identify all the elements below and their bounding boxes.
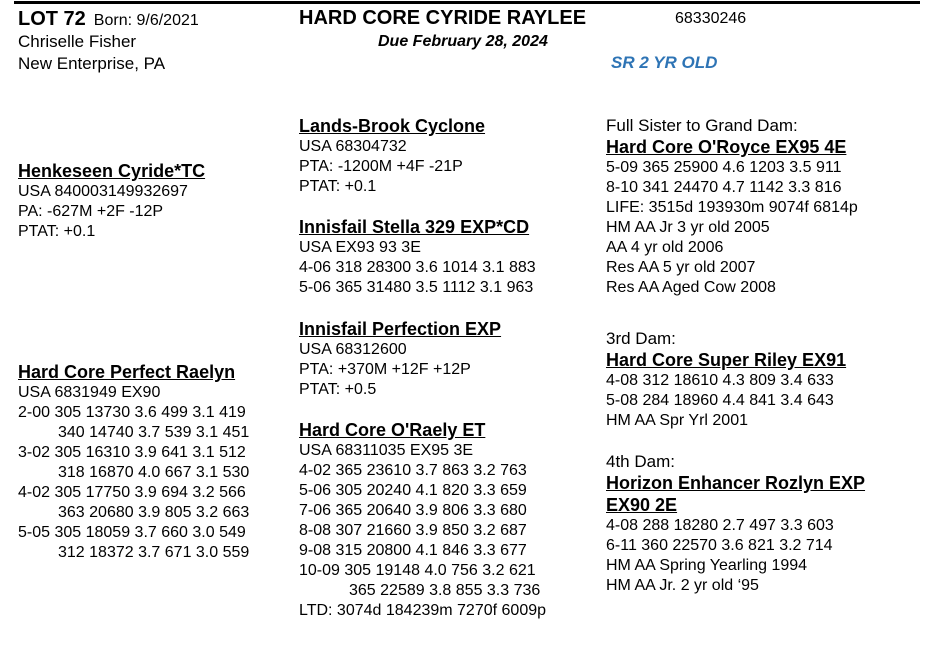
sire-dam-line: 5-06 365 31480 3.5 1112 3.1 963 (299, 279, 534, 296)
dam-line: USA 6831949 EX90 (18, 384, 161, 401)
registration-number: 68330246 (675, 10, 747, 27)
dam-dam-line: 4-02 365 23610 3.7 863 3.2 763 (299, 462, 527, 479)
fourth-dam-line: HM AA Spring Yearling 1994 (606, 557, 808, 574)
due-date: Due February 28, 2024 (378, 33, 548, 50)
full-sister-heading: Full Sister to Grand Dam: (606, 116, 798, 135)
full-sister-line: HM AA Jr 3 yr old 2005 (606, 219, 770, 236)
dam-name: Hard Core Perfect Raelyn (18, 362, 236, 382)
full-sister-line: 8-10 341 24470 4.7 1142 3.3 816 (606, 179, 842, 196)
dam-record: 5-05 305 18059 3.7 660 3.0 549 (18, 524, 246, 541)
full-sister-line: Res AA 5 yr old 2007 (606, 259, 756, 276)
dam-record: 2-00 305 13730 3.6 499 3.1 419 (18, 404, 246, 421)
third-dam-block (606, 328, 846, 431)
dam-sire-name: Innisfail Perfection EXP (299, 319, 502, 339)
full-sister-line: Res AA Aged Cow 2008 (606, 279, 776, 296)
sire-sire-line: PTAT: +0.1 (299, 178, 377, 195)
sire-dam-line: 4-06 318 28300 3.6 1014 3.1 883 (299, 259, 536, 276)
dam-sire-line: PTA: +370M +12F +12P (299, 361, 471, 378)
dam-dam-line: 9-08 315 20800 4.1 846 3.3 677 (299, 542, 527, 559)
third-dam-heading: 3rd Dam: (606, 329, 676, 348)
third-dam-line: HM AA Spr Yrl 2001 (606, 412, 748, 429)
dam-dam-line: 365 22589 3.8 855 3.3 736 (349, 582, 541, 599)
dam-dam-line: 10-09 305 19148 4.0 756 3.2 621 (299, 562, 536, 579)
dam-record: 3-02 305 16310 3.9 641 3.1 512 (18, 444, 246, 461)
fourth-dam-name: Horizon Enhancer Rozlyn EXP (606, 473, 866, 493)
fourth-dam-classification: EX90 2E (606, 495, 678, 515)
third-dam-line: 5-08 284 18960 4.4 841 3.4 643 (606, 392, 834, 409)
fourth-dam-line: 4-08 288 18280 2.7 497 3.3 603 (606, 517, 834, 534)
dam-dam-block (299, 419, 546, 621)
sire-line: PA: -627M +2F -12P (18, 203, 164, 220)
dam-record: 312 18372 3.7 671 3.0 559 (58, 544, 250, 561)
lot-line (18, 8, 199, 31)
dam-dam-line: 8-08 307 21660 3.9 850 3.2 687 (299, 522, 527, 539)
sire-name: Henkeseen Cyride*TC (18, 161, 206, 181)
owner-name: Chriselle Fisher (18, 32, 137, 51)
sire-sire-line: USA 68304732 (299, 138, 407, 155)
class-label: SR 2 YR OLD (611, 53, 718, 72)
fourth-dam-line: 6-11 360 22570 3.6 821 3.2 714 (606, 537, 833, 554)
dam-sire-block (299, 318, 501, 400)
dam-dam-ltd: LTD: 3074d 184239m 7270f 6009p (299, 602, 547, 619)
dam-record: 4-02 305 17750 3.9 694 3.2 566 (18, 484, 246, 501)
full-sister-line: AA 4 yr old 2006 (606, 239, 724, 256)
sire-dam-name: Innisfail Stella 329 EXP*CD (299, 217, 530, 237)
sire-block (18, 160, 205, 242)
dam-record: 318 16870 4.0 667 3.1 530 (58, 464, 250, 481)
dam-block (18, 361, 249, 563)
sire-sire-name: Lands-Brook Cyclone (299, 116, 486, 136)
animal-title: HARD CORE CYRIDE RAYLEE (299, 7, 587, 29)
dam-dam-line: 5-06 305 20240 4.1 820 3.3 659 (299, 482, 527, 499)
dam-sire-line: PTAT: +0.5 (299, 381, 377, 398)
sire-line: PTAT: +0.1 (18, 223, 96, 240)
full-sister-name: Hard Core O'Royce EX95 4E (606, 137, 847, 157)
dam-dam-name: Hard Core O'Raely ET (299, 420, 486, 440)
dam-record: 340 14740 3.7 539 3.1 451 (58, 424, 250, 441)
sire-sire-block (299, 115, 485, 197)
fourth-dam-line: HM AA Jr. 2 yr old ‘95 (606, 577, 759, 594)
dam-dam-line: 7-06 365 20640 3.9 806 3.3 680 (299, 502, 527, 519)
full-sister-line: LIFE: 3515d 193930m 9074f 6814p (606, 199, 858, 216)
sire-line: USA 840003149932697 (18, 183, 188, 200)
dam-record: 363 20680 3.9 805 3.2 663 (58, 504, 250, 521)
full-sister-block (606, 115, 858, 298)
owner-location: New Enterprise, PA (18, 54, 166, 73)
birth-date: Born: 9/6/2021 (93, 12, 199, 29)
sire-sire-line: PTA: -1200M +4F -21P (299, 158, 463, 175)
sire-dam-line: USA EX93 93 3E (299, 239, 421, 256)
fourth-dam-block (606, 451, 865, 596)
fourth-dam-heading: 4th Dam: (606, 452, 675, 471)
full-sister-line: 5-09 365 25900 4.6 1203 3.5 911 (606, 159, 842, 176)
dam-dam-line: USA 68311035 EX95 3E (299, 442, 474, 459)
top-rule (14, 1, 920, 4)
third-dam-line: 4-08 312 18610 4.3 809 3.4 633 (606, 372, 834, 389)
dam-sire-line: USA 68312600 (299, 341, 407, 358)
third-dam-name: Hard Core Super Riley EX91 (606, 350, 847, 370)
lot-number: LOT 72 (18, 8, 86, 30)
sire-dam-block (299, 216, 536, 298)
